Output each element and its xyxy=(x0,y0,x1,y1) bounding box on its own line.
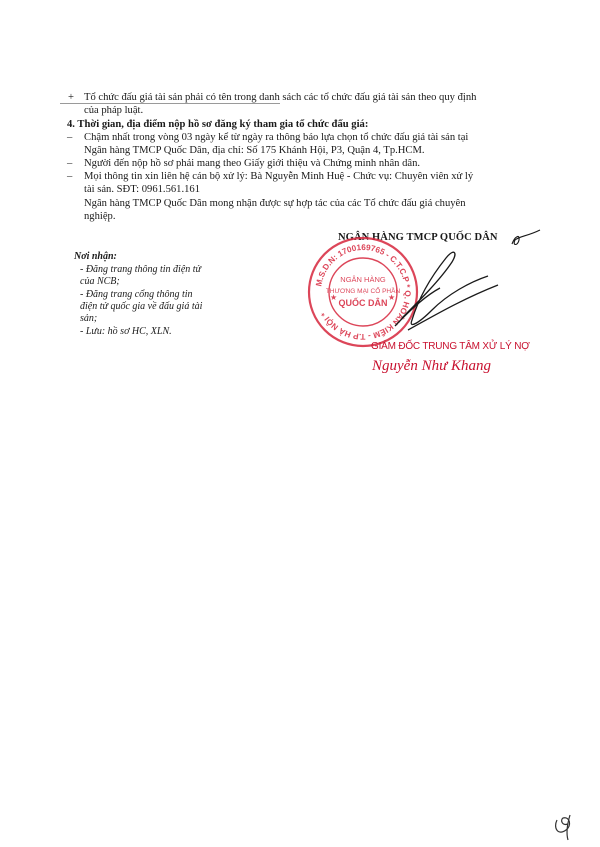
recipient-item: - Lưu: hồ sơ HC, XLN. xyxy=(80,326,172,337)
recipient-item: sản; xyxy=(80,313,98,324)
section-4-title: 4. Thời gian, địa điểm nộp hồ sơ đăng ký tham gia tổ chức đấu giá: xyxy=(67,119,369,130)
body-line: Người đến nộp hồ sơ phải mang theo Giấy giới thiệu và Chứng minh nhân dân. xyxy=(84,158,421,169)
signer-title: GIÁM ĐỐC TRUNG TÂM XỬ LÝ NỢ xyxy=(371,341,530,352)
dash-bullet: – xyxy=(67,158,73,169)
body-line: Mọi thông tin xin liên hệ cán bộ xử lý: Bà Nguyễn Minh Huệ - Chức vụ: Chuyên viên xử lý xyxy=(84,171,474,182)
recipient-item: điện tử quốc gia về đấu giá tài xyxy=(80,301,203,312)
plus-bullet: + xyxy=(68,92,74,103)
svg-text:★: ★ xyxy=(388,293,396,302)
stamp-center-2: THƯƠNG MẠI CỔ PHẦN xyxy=(325,288,401,295)
stamp-ring-text: M.S.D.N: 1700169765 - C.T.C.P * Q. HOÀN KIẾM - T.P HÀ NỘI * xyxy=(314,242,413,342)
recipient-item: của NCB; xyxy=(80,276,120,287)
body-line: Ngân hàng TMCP Quốc Dân, địa chỉ: Số 175 Khánh Hội, P3, Quận 4, Tp.HCM. xyxy=(84,145,425,156)
recipient-item: - Đăng trang cổng thông tin xyxy=(80,289,193,300)
stamp-center-1: NGÂN HÀNG xyxy=(340,275,386,284)
closing-line: nghiệp. xyxy=(84,211,116,222)
bank-name-heading: NGÂN HÀNG TMCP QUỐC DÂN xyxy=(338,232,498,243)
body-line: Chậm nhất trong vòng 03 ngày kể từ ngày ra thông báo lựa chọn tổ chức đấu giá tài sản tại xyxy=(84,132,469,143)
svg-text:★: ★ xyxy=(330,293,338,302)
dash-bullet: – xyxy=(67,171,73,182)
stamp-center-3: QUỐC DÂN xyxy=(338,298,388,308)
body-line: Tổ chức đấu giá tài sản phải có tên trong danh sách các tổ chức đấu giá tài sản theo quy định xyxy=(84,92,477,103)
recipient-item: - Đăng trang thông tin điện tử xyxy=(80,264,202,275)
closing-line: Ngân hàng TMCP Quốc Dân mong nhận được sự hợp tác của các Tổ chức đấu giá chuyên xyxy=(84,198,466,209)
signer-name: Nguyễn Như Khang xyxy=(372,358,492,374)
dash-bullet: – xyxy=(67,132,73,143)
page-corner-mark xyxy=(556,815,570,840)
body-line: của pháp luật. xyxy=(84,105,144,116)
body-line: tài sản. SĐT: 0961.561.161 xyxy=(84,184,200,195)
initial-mark xyxy=(512,230,540,245)
company-seal xyxy=(309,238,417,346)
recipients-title: Nơi nhận: xyxy=(74,251,117,262)
